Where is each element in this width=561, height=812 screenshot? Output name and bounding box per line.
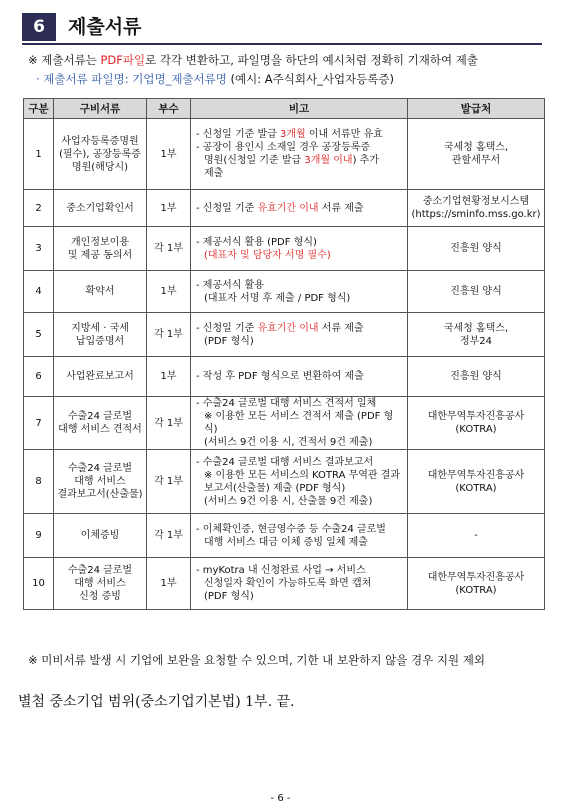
table-row (24, 227, 545, 271)
document-name-line: 이체증빙 (80, 530, 120, 541)
remark-text: ) 추가 (352, 155, 379, 166)
remarks (191, 450, 408, 514)
copies: 각 1부 (147, 227, 191, 271)
document-name-line: 명원(해당시) (71, 161, 129, 173)
copies: 각 1부 (147, 313, 191, 357)
header-cell: 비고 (191, 99, 408, 119)
page-number: - 6 - (270, 793, 291, 804)
remarks (191, 227, 408, 271)
remark-line (196, 590, 402, 603)
document-name-line: 중소기업확인서 (66, 202, 134, 214)
remarks (191, 190, 408, 227)
header-cell: 발급처 (408, 99, 545, 119)
copies: 1부 (147, 357, 191, 397)
issuer-line: 진흥원 양식 (450, 286, 502, 297)
document-name-line: 수출24 글로벌 (67, 565, 133, 576)
remark-text: 서류 제출 (318, 322, 364, 334)
section-title: 제출서류 (68, 16, 142, 38)
remark-line (196, 322, 402, 335)
copies: 1부 (147, 119, 191, 190)
issuer (408, 397, 545, 450)
issuer-line: (KOTRA) (455, 424, 497, 435)
issuer-line: 관할세무서 (451, 155, 501, 166)
issuer (408, 450, 545, 514)
filename-format: · 제출서류 파일명: 기업명_제출서류명 (36, 72, 227, 86)
remark-text: (서비스 9건 이용 시, 견적서 9건 제출) (204, 437, 373, 448)
document-name (54, 313, 147, 357)
document-name-line: 대행 서비스 (74, 578, 126, 589)
section-number: 6 (22, 13, 56, 41)
remark-line (196, 436, 402, 449)
remark-text: ※ 이용한 모든 서비스의 KOTRA 무역관 결과 (204, 469, 401, 481)
row-number: 4 (24, 271, 54, 313)
table-row (24, 558, 545, 610)
remarks (191, 357, 408, 397)
document-name-line: 결과보고서(산출물) (57, 489, 143, 500)
remark-line (196, 154, 402, 167)
document-name-line: 지방세 · 국세 (71, 322, 129, 334)
row-number: 10 (24, 558, 54, 610)
row-number: 2 (24, 190, 54, 227)
remark-highlight: (대표자 및 담당자 서명 필수) (204, 249, 331, 261)
attachment-line: 별첨 중소기업 범위(중소기업기본법) 1부. 끝. (18, 694, 295, 710)
document-name (54, 119, 147, 190)
remark-line (196, 141, 402, 154)
issuer (408, 514, 545, 558)
table-row (24, 119, 545, 190)
submission-note (28, 53, 548, 67)
remark-text: - 신청일 기준 발급 (196, 129, 280, 140)
remarks (191, 514, 408, 558)
document-name (54, 227, 147, 271)
remark-line (196, 482, 402, 495)
row-number: 5 (24, 313, 54, 357)
remark-highlight: 3개월 (279, 129, 306, 140)
issuer-line: 대한무역투자진흥공사 (427, 571, 525, 583)
row-number: 3 (24, 227, 54, 271)
remark-text: - 제공서식 활용 (PDF 형식) (196, 236, 317, 248)
remark-line (196, 249, 402, 262)
footnote: ※ 미비서류 발생 시 기업에 보완을 요청할 수 있으며, 기한 내 보완하지 않을 경우 지원 제외 (28, 653, 485, 667)
document-name-line: 사업완료보고서 (66, 371, 134, 382)
section-divider (22, 43, 542, 45)
row-number: 7 (24, 397, 54, 450)
remark-text: (PDF 형식) (204, 591, 254, 602)
copies: 1부 (147, 558, 191, 610)
remarks (191, 313, 408, 357)
header-cell: 부수 (147, 99, 191, 119)
issuer (408, 313, 545, 357)
remark-text: 보고서(산출물) 제출 (PDF 형식) (204, 482, 346, 494)
remarks (191, 397, 408, 450)
remark-text: (PDF 형식) (204, 335, 254, 347)
issuer-line: (https://sminfo.mss.go.kr) (411, 209, 541, 220)
issuer-line: 대한무역투자진흥공사 (427, 411, 525, 422)
remark-text: 신청일자 확인이 가능하도록 화면 캡쳐 (204, 578, 372, 589)
remark-line (196, 335, 402, 348)
issuer (408, 271, 545, 313)
document-name-line: 및 제공 동의서 (67, 249, 133, 261)
remark-line (196, 236, 402, 249)
document-name (54, 271, 147, 313)
remark-text: 명원(신청일 기준 발급 (204, 155, 305, 166)
issuer (408, 190, 545, 227)
issuer-line: 국세청 홈택스, (443, 322, 509, 334)
issuer (408, 119, 545, 190)
document-name-line: 대행 서비스 (74, 476, 126, 487)
issuer-line: 진흥원 양식 (450, 371, 502, 382)
remark-line (196, 202, 402, 215)
issuer (408, 357, 545, 397)
remark-text: (대표자 서명 후 제출 / PDF 형식) (204, 292, 351, 304)
remark-text: - 신청일 기준 (196, 202, 258, 214)
issuer-line: 국세청 홈택스, (443, 142, 509, 153)
table-row (24, 450, 545, 514)
issuer-line: (KOTRA) (455, 584, 497, 596)
remark-text: ※ 이용한 모든 서비스 견적서 제출 (PDF 형식) (204, 411, 394, 435)
document-name (54, 190, 147, 227)
remark-line (196, 469, 402, 482)
document-name-line: 수출24 글로벌 (67, 411, 133, 422)
issuer-line: 진흥원 양식 (450, 243, 502, 254)
table-row (24, 514, 545, 558)
note-text: ※ 제출서류는 (28, 53, 101, 67)
document-name-line: 사업자등록증명원 (61, 135, 139, 147)
table-row (24, 313, 545, 357)
copies: 1부 (147, 190, 191, 227)
remark-highlight: 유효기간 이내 (257, 322, 319, 334)
remark-text: - 이체확인증, 현금영수증 등 수출24 글로벌 (196, 523, 386, 535)
remark-line (196, 279, 402, 292)
document-name (54, 450, 147, 514)
remark-text: 이내 서류만 유효 (305, 129, 383, 140)
copies: 각 1부 (147, 514, 191, 558)
documents-table (23, 98, 545, 610)
document-name (54, 514, 147, 558)
table-row (24, 190, 545, 227)
remark-line (196, 167, 402, 180)
remark-line (196, 536, 402, 549)
document-name-line: 수출24 글로벌 (67, 463, 133, 474)
table-header-row (24, 99, 545, 119)
document-name-line: 대행 서비스 견적서 (58, 424, 142, 435)
header-cell: 구비서류 (54, 99, 147, 119)
document-name (54, 357, 147, 397)
issuer-line: 중소기업현황정보시스템 (422, 196, 530, 207)
remark-line (196, 523, 402, 536)
issuer-line: 정부24 (459, 335, 493, 347)
row-number: 6 (24, 357, 54, 397)
remark-text: - myKotra 내 신청완료 사업 → 서비스 (196, 565, 366, 576)
document-name-line: (필수), 공장등록증 (59, 148, 141, 160)
document-name-line: 납입증명서 (75, 335, 125, 347)
copies: 각 1부 (147, 397, 191, 450)
remark-highlight: 유효기간 이내 (257, 202, 319, 214)
document-name-line: 확약서 (85, 286, 115, 297)
remark-line (196, 456, 402, 469)
table-row (24, 397, 545, 450)
row-number: 8 (24, 450, 54, 514)
document-name-line: 신청 증빙 (79, 591, 121, 602)
filename-example: (예시: A주식회사_사업자등록증) (226, 72, 394, 86)
remark-text: (서비스 9건 이용 시, 산출물 9건 제출) (204, 495, 373, 507)
copies: 각 1부 (147, 450, 191, 514)
document-name (54, 558, 147, 610)
filename-note (36, 72, 556, 86)
remark-text: - 작성 후 PDF 형식으로 변환하여 제출 (196, 371, 364, 382)
issuer-line: 대한무역투자진흥공사 (427, 469, 525, 481)
remark-text: - 수출24 글로벌 대행 서비스 견적서 일체 (196, 398, 377, 409)
remark-text: - 공장이 용인시 소재일 경우 공장등록증 (196, 142, 371, 153)
remark-highlight: 3개월 이내 (304, 155, 353, 166)
issuer-line: - (474, 530, 478, 541)
remark-text: 서류 제출 (318, 202, 364, 214)
issuer (408, 227, 545, 271)
note-text: 로 각각 변환하고, 파일명을 하단의 예시처럼 정확히 기재하여 제출 (145, 53, 478, 67)
remark-line (196, 128, 402, 141)
remark-line (196, 564, 402, 577)
remark-text: 대행 서비스 대금 이체 증빙 일체 제출 (204, 536, 368, 548)
document-name (54, 397, 147, 450)
document-name-line: 개인정보이용 (71, 236, 129, 248)
remark-text: - 수출24 글로벌 대행 서비스 결과보고서 (196, 456, 374, 468)
table-body (24, 119, 545, 610)
remark-line (196, 577, 402, 590)
row-number: 9 (24, 514, 54, 558)
remark-line (196, 397, 402, 410)
remark-line (196, 370, 402, 383)
row-number: 1 (24, 119, 54, 190)
section-header (22, 10, 542, 44)
remarks (191, 119, 408, 190)
table-row (24, 271, 545, 313)
table-row (24, 357, 545, 397)
remark-line (196, 410, 402, 436)
issuer (408, 558, 545, 610)
remarks (191, 271, 408, 313)
issuer-line: (KOTRA) (455, 482, 497, 494)
remark-text: - 신청일 기준 (196, 322, 258, 334)
copies: 1부 (147, 271, 191, 313)
remark-text: - 제공서식 활용 (196, 279, 264, 291)
header-cell: 구분 (24, 99, 54, 119)
note-pdf-highlight: PDF파일 (100, 53, 146, 67)
remarks (191, 558, 408, 610)
remark-line (196, 292, 402, 305)
remark-text: 제출 (204, 168, 224, 179)
remark-line (196, 495, 402, 508)
